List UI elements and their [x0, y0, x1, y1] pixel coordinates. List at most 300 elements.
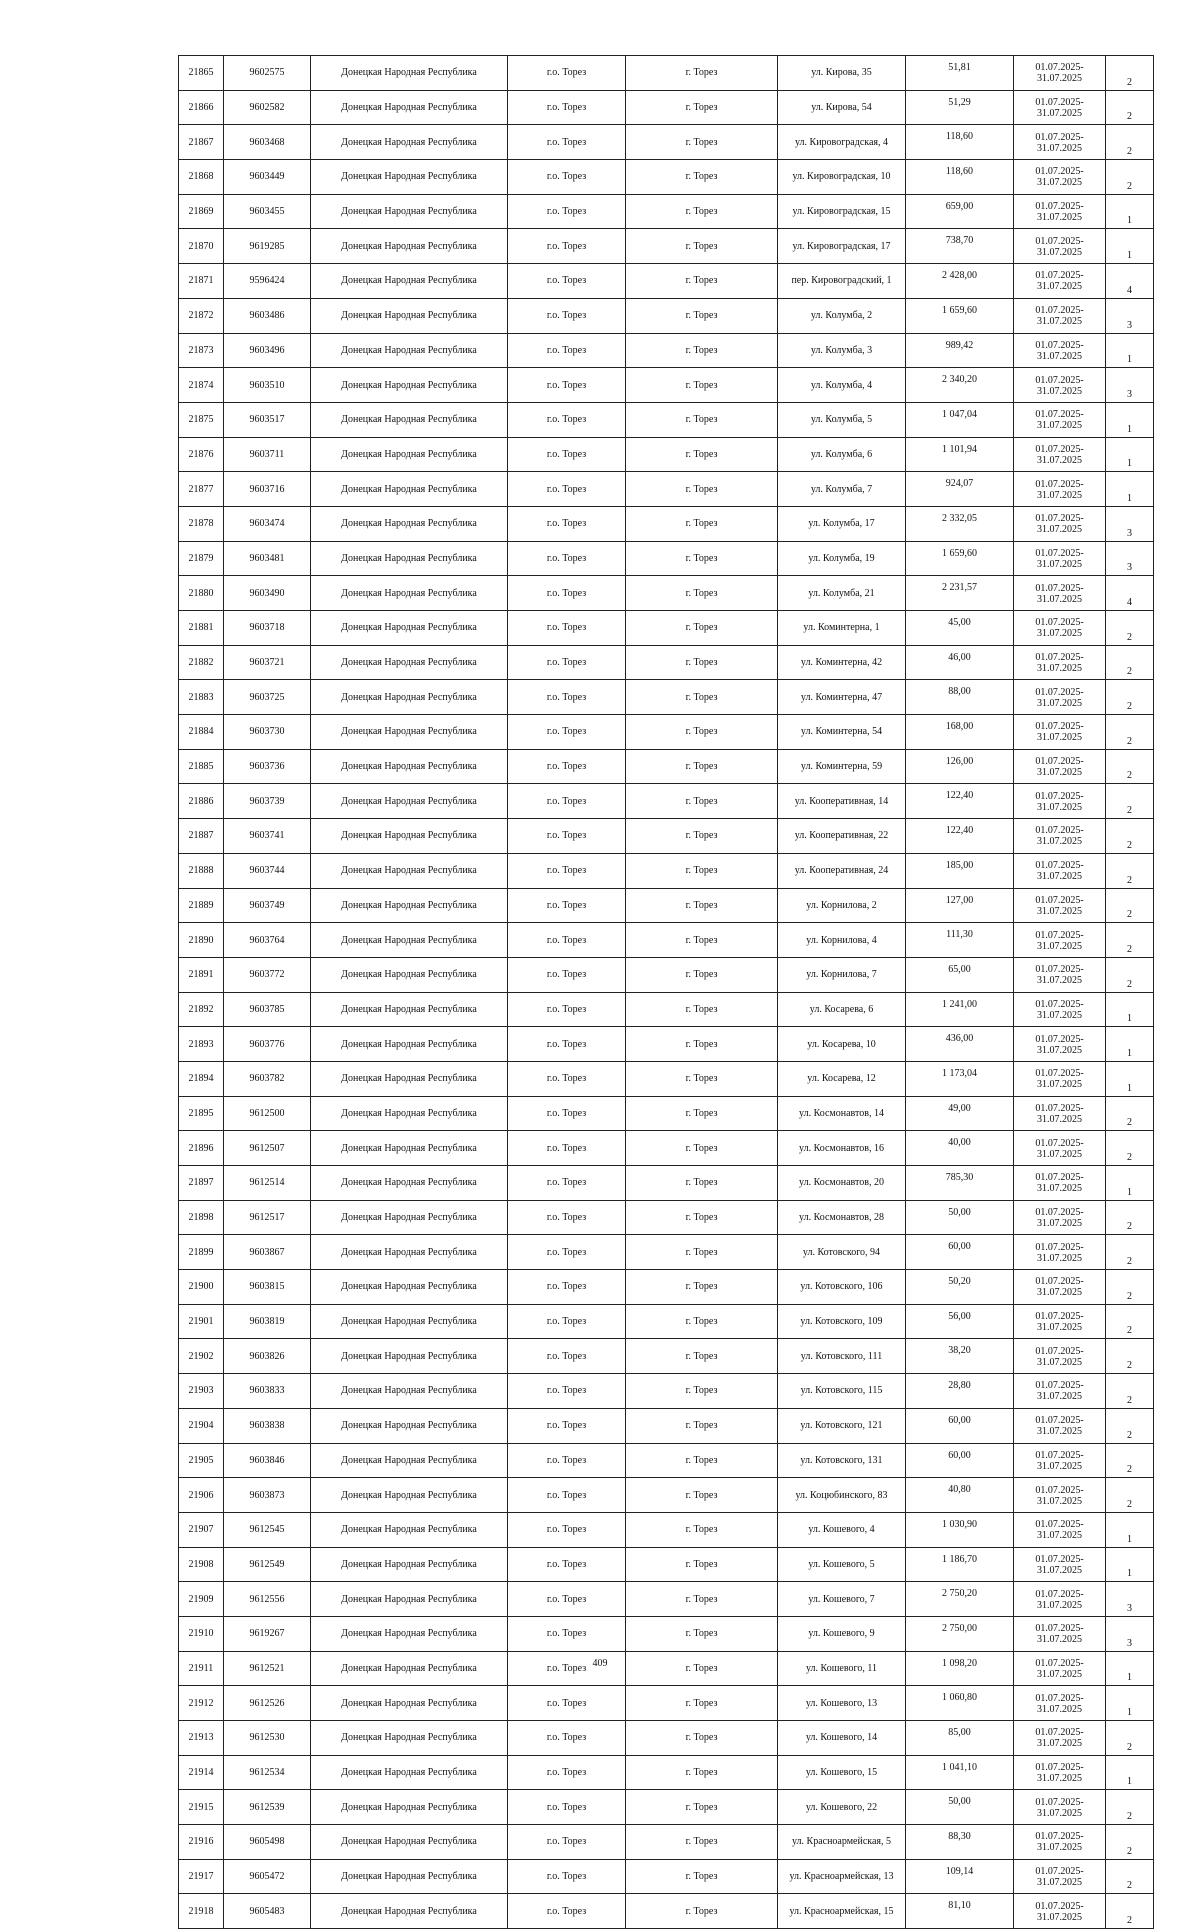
- address-cell: ул. Кошевого, 7: [778, 1582, 906, 1617]
- object-code-cell: 9612526: [224, 1686, 311, 1721]
- district-cell: г.о. Торез: [508, 749, 626, 784]
- table-row: [179, 1790, 1154, 1825]
- address-cell: ул. Колумба, 3: [778, 333, 906, 368]
- region-cell: Донецкая Народная Республика: [311, 333, 508, 368]
- object-code-cell: 9603449: [224, 160, 311, 195]
- district-cell: г.о. Торез: [508, 611, 626, 646]
- count-cell: 2: [1106, 1339, 1154, 1374]
- region-cell: Донецкая Народная Республика: [311, 472, 508, 507]
- row-number-cell: 21870: [179, 229, 224, 264]
- address-cell: ул. Кировоградская, 15: [778, 194, 906, 229]
- district-cell: г.о. Торез: [508, 1270, 626, 1305]
- table-row: [179, 611, 1154, 646]
- district-cell: г.о. Торез: [508, 1027, 626, 1062]
- district-cell: г.о. Торез: [508, 680, 626, 715]
- area-cell: 40,00: [906, 1131, 1014, 1166]
- city-cell: г. Торез: [626, 1547, 778, 1582]
- object-code-cell: 9612500: [224, 1096, 311, 1131]
- district-cell: г.о. Торез: [508, 298, 626, 333]
- row-number-cell: 21894: [179, 1061, 224, 1096]
- area-cell: 56,00: [906, 1304, 1014, 1339]
- table-row: [179, 1166, 1154, 1201]
- address-cell: ул. Красноармейская, 5: [778, 1825, 906, 1860]
- address-cell: ул. Колумба, 19: [778, 541, 906, 576]
- period-cell: 01.07.2025-31.07.2025: [1014, 402, 1106, 437]
- area-cell: 88,00: [906, 680, 1014, 715]
- row-number-cell: 21878: [179, 506, 224, 541]
- city-cell: г. Торез: [626, 1200, 778, 1235]
- row-number-cell: 21893: [179, 1027, 224, 1062]
- region-cell: Донецкая Народная Республика: [311, 160, 508, 195]
- district-cell: г.о. Торез: [508, 853, 626, 888]
- address-cell: ул. Коминтерна, 54: [778, 715, 906, 750]
- register-sheet: [178, 55, 1158, 1929]
- count-cell: 2: [1106, 1235, 1154, 1270]
- district-cell: г.о. Торез: [508, 56, 626, 91]
- address-cell: ул. Корнилова, 4: [778, 923, 906, 958]
- object-code-cell: 9603736: [224, 749, 311, 784]
- row-number-cell: 21892: [179, 992, 224, 1027]
- address-cell: ул. Коцюбинского, 83: [778, 1478, 906, 1513]
- period-cell: 01.07.2025-31.07.2025: [1014, 125, 1106, 160]
- city-cell: г. Торез: [626, 437, 778, 472]
- row-number-cell: 21867: [179, 125, 224, 160]
- count-cell: 2: [1106, 1270, 1154, 1305]
- object-code-cell: 9603455: [224, 194, 311, 229]
- region-cell: Донецкая Народная Республика: [311, 437, 508, 472]
- period-cell: 01.07.2025-31.07.2025: [1014, 1443, 1106, 1478]
- address-cell: ул. Котовского, 109: [778, 1304, 906, 1339]
- region-cell: Донецкая Народная Республика: [311, 1512, 508, 1547]
- region-cell: Донецкая Народная Республика: [311, 611, 508, 646]
- period-cell: 01.07.2025-31.07.2025: [1014, 264, 1106, 299]
- city-cell: г. Торез: [626, 1825, 778, 1860]
- city-cell: г. Торез: [626, 160, 778, 195]
- area-cell: 40,80: [906, 1478, 1014, 1513]
- address-cell: ул. Колумба, 4: [778, 368, 906, 403]
- address-cell: ул. Кошевого, 14: [778, 1721, 906, 1756]
- object-code-cell: 9605498: [224, 1825, 311, 1860]
- area-cell: 65,00: [906, 957, 1014, 992]
- address-cell: ул. Коминтерна, 59: [778, 749, 906, 784]
- row-number-cell: 21882: [179, 645, 224, 680]
- row-number-cell: 21884: [179, 715, 224, 750]
- row-number-cell: 21879: [179, 541, 224, 576]
- row-number-cell: 21871: [179, 264, 224, 299]
- period-cell: 01.07.2025-31.07.2025: [1014, 1825, 1106, 1860]
- table-row: [179, 1096, 1154, 1131]
- area-cell: 50,00: [906, 1200, 1014, 1235]
- count-cell: 1: [1106, 1686, 1154, 1721]
- city-cell: г. Торез: [626, 1721, 778, 1756]
- table-row: [179, 472, 1154, 507]
- district-cell: г.о. Торез: [508, 1651, 626, 1686]
- area-cell: 185,00: [906, 853, 1014, 888]
- region-cell: Донецкая Народная Республика: [311, 749, 508, 784]
- district-cell: г.о. Торез: [508, 888, 626, 923]
- address-cell: ул. Кошевого, 15: [778, 1755, 906, 1790]
- period-cell: 01.07.2025-31.07.2025: [1014, 715, 1106, 750]
- region-cell: Донецкая Народная Республика: [311, 1686, 508, 1721]
- period-cell: 01.07.2025-31.07.2025: [1014, 1582, 1106, 1617]
- city-cell: г. Торез: [626, 749, 778, 784]
- region-cell: Донецкая Народная Республика: [311, 1582, 508, 1617]
- region-cell: Донецкая Народная Республика: [311, 1061, 508, 1096]
- region-cell: Донецкая Народная Республика: [311, 1651, 508, 1686]
- region-cell: Донецкая Народная Республика: [311, 992, 508, 1027]
- area-cell: 738,70: [906, 229, 1014, 264]
- table-row: [179, 1894, 1154, 1929]
- row-number-cell: 21900: [179, 1270, 224, 1305]
- object-code-cell: 9603819: [224, 1304, 311, 1339]
- area-cell: 1 241,00: [906, 992, 1014, 1027]
- object-code-cell: 9603838: [224, 1408, 311, 1443]
- city-cell: г. Торез: [626, 298, 778, 333]
- period-cell: 01.07.2025-31.07.2025: [1014, 1027, 1106, 1062]
- district-cell: г.о. Торез: [508, 576, 626, 611]
- district-cell: г.о. Торез: [508, 1200, 626, 1235]
- row-number-cell: 21909: [179, 1582, 224, 1617]
- table-row: [179, 1339, 1154, 1374]
- address-cell: ул. Корнилова, 7: [778, 957, 906, 992]
- city-cell: г. Торез: [626, 1443, 778, 1478]
- count-cell: 2: [1106, 1304, 1154, 1339]
- object-code-cell: 9602582: [224, 90, 311, 125]
- area-cell: 60,00: [906, 1235, 1014, 1270]
- count-cell: 1: [1106, 1755, 1154, 1790]
- region-cell: Донецкая Народная Республика: [311, 1616, 508, 1651]
- period-cell: 01.07.2025-31.07.2025: [1014, 1096, 1106, 1131]
- period-cell: 01.07.2025-31.07.2025: [1014, 229, 1106, 264]
- period-cell: 01.07.2025-31.07.2025: [1014, 957, 1106, 992]
- count-cell: 4: [1106, 264, 1154, 299]
- region-cell: Донецкая Народная Республика: [311, 576, 508, 611]
- region-cell: Донецкая Народная Республика: [311, 819, 508, 854]
- address-cell: ул. Кошевого, 11: [778, 1651, 906, 1686]
- count-cell: 2: [1106, 1478, 1154, 1513]
- period-cell: 01.07.2025-31.07.2025: [1014, 368, 1106, 403]
- row-number-cell: 21897: [179, 1166, 224, 1201]
- table-row: [179, 1061, 1154, 1096]
- address-cell: ул. Корнилова, 2: [778, 888, 906, 923]
- district-cell: г.о. Торез: [508, 1374, 626, 1409]
- region-cell: Донецкая Народная Республика: [311, 645, 508, 680]
- region-cell: Донецкая Народная Республика: [311, 715, 508, 750]
- period-cell: 01.07.2025-31.07.2025: [1014, 1408, 1106, 1443]
- district-cell: г.о. Торез: [508, 402, 626, 437]
- area-cell: 1 098,20: [906, 1651, 1014, 1686]
- area-cell: 50,20: [906, 1270, 1014, 1305]
- region-cell: Донецкая Народная Республика: [311, 541, 508, 576]
- area-cell: 2 750,00: [906, 1616, 1014, 1651]
- city-cell: г. Торез: [626, 90, 778, 125]
- count-cell: 1: [1106, 1027, 1154, 1062]
- row-number-cell: 21868: [179, 160, 224, 195]
- count-cell: 4: [1106, 576, 1154, 611]
- address-cell: ул. Колумба, 17: [778, 506, 906, 541]
- row-number-cell: 21903: [179, 1374, 224, 1409]
- table-row: [179, 229, 1154, 264]
- city-cell: г. Торез: [626, 1894, 778, 1929]
- city-cell: г. Торез: [626, 1027, 778, 1062]
- region-cell: Донецкая Народная Республика: [311, 1166, 508, 1201]
- table-row: [179, 56, 1154, 91]
- row-number-cell: 21885: [179, 749, 224, 784]
- district-cell: г.о. Торез: [508, 1061, 626, 1096]
- area-cell: 81,10: [906, 1894, 1014, 1929]
- object-code-cell: 9603826: [224, 1339, 311, 1374]
- count-cell: 2: [1106, 1200, 1154, 1235]
- period-cell: 01.07.2025-31.07.2025: [1014, 506, 1106, 541]
- period-cell: 01.07.2025-31.07.2025: [1014, 1894, 1106, 1929]
- object-code-cell: 9603517: [224, 402, 311, 437]
- table-row: [179, 1270, 1154, 1305]
- district-cell: г.о. Торез: [508, 1547, 626, 1582]
- address-cell: ул. Колумба, 21: [778, 576, 906, 611]
- row-number-cell: 21866: [179, 90, 224, 125]
- region-cell: Донецкая Народная Республика: [311, 1547, 508, 1582]
- area-cell: 46,00: [906, 645, 1014, 680]
- row-number-cell: 21880: [179, 576, 224, 611]
- district-cell: г.о. Торез: [508, 541, 626, 576]
- region-cell: Донецкая Народная Республика: [311, 264, 508, 299]
- area-cell: 122,40: [906, 819, 1014, 854]
- district-cell: г.о. Торез: [508, 1235, 626, 1270]
- period-cell: 01.07.2025-31.07.2025: [1014, 1166, 1106, 1201]
- object-code-cell: 9603725: [224, 680, 311, 715]
- object-code-cell: 9596424: [224, 264, 311, 299]
- count-cell: 1: [1106, 1547, 1154, 1582]
- row-number-cell: 21910: [179, 1616, 224, 1651]
- district-cell: г.о. Торез: [508, 160, 626, 195]
- object-code-cell: 9603782: [224, 1061, 311, 1096]
- table-row: [179, 333, 1154, 368]
- region-cell: Донецкая Народная Республика: [311, 1408, 508, 1443]
- city-cell: г. Торез: [626, 576, 778, 611]
- object-code-cell: 9603744: [224, 853, 311, 888]
- district-cell: г.о. Торез: [508, 1790, 626, 1825]
- table-row: [179, 1200, 1154, 1235]
- table-row: [179, 1686, 1154, 1721]
- table-row: [179, 298, 1154, 333]
- address-cell: ул. Кирова, 54: [778, 90, 906, 125]
- count-cell: 3: [1106, 368, 1154, 403]
- row-number-cell: 21908: [179, 1547, 224, 1582]
- table-row: [179, 368, 1154, 403]
- object-code-cell: 9603776: [224, 1027, 311, 1062]
- row-number-cell: 21872: [179, 298, 224, 333]
- region-cell: Донецкая Народная Республика: [311, 402, 508, 437]
- object-code-cell: 9603741: [224, 819, 311, 854]
- area-cell: 989,42: [906, 333, 1014, 368]
- region-cell: Донецкая Народная Республика: [311, 1755, 508, 1790]
- city-cell: г. Торез: [626, 1304, 778, 1339]
- table-row: [179, 1512, 1154, 1547]
- count-cell: 1: [1106, 1651, 1154, 1686]
- period-cell: 01.07.2025-31.07.2025: [1014, 853, 1106, 888]
- area-cell: 38,20: [906, 1339, 1014, 1374]
- district-cell: г.о. Торез: [508, 1339, 626, 1374]
- object-code-cell: 9603486: [224, 298, 311, 333]
- table-row: [179, 506, 1154, 541]
- district-cell: г.о. Торез: [508, 957, 626, 992]
- table-row: [179, 1859, 1154, 1894]
- region-cell: Донецкая Народная Республика: [311, 506, 508, 541]
- row-number-cell: 21889: [179, 888, 224, 923]
- area-cell: 1 659,60: [906, 541, 1014, 576]
- area-cell: 1 173,04: [906, 1061, 1014, 1096]
- address-cell: ул. Космонавтов, 14: [778, 1096, 906, 1131]
- address-cell: ул. Кошевого, 5: [778, 1547, 906, 1582]
- period-cell: 01.07.2025-31.07.2025: [1014, 1686, 1106, 1721]
- region-cell: Донецкая Народная Республика: [311, 1374, 508, 1409]
- address-cell: ул. Кирова, 35: [778, 56, 906, 91]
- region-cell: Донецкая Народная Республика: [311, 784, 508, 819]
- table-row: [179, 888, 1154, 923]
- object-code-cell: 9612556: [224, 1582, 311, 1617]
- row-number-cell: 21906: [179, 1478, 224, 1513]
- region-cell: Донецкая Народная Республика: [311, 368, 508, 403]
- table-row: [179, 1374, 1154, 1409]
- city-cell: г. Торез: [626, 1166, 778, 1201]
- row-number-cell: 21914: [179, 1755, 224, 1790]
- area-cell: 2 428,00: [906, 264, 1014, 299]
- table-row: [179, 1027, 1154, 1062]
- region-cell: Донецкая Народная Республика: [311, 90, 508, 125]
- period-cell: 01.07.2025-31.07.2025: [1014, 90, 1106, 125]
- district-cell: г.о. Торез: [508, 472, 626, 507]
- city-cell: г. Торез: [626, 645, 778, 680]
- table-row: [179, 1131, 1154, 1166]
- address-cell: ул. Красноармейская, 15: [778, 1894, 906, 1929]
- city-cell: г. Торез: [626, 1061, 778, 1096]
- region-cell: Донецкая Народная Республика: [311, 1270, 508, 1305]
- address-cell: ул. Колумба, 6: [778, 437, 906, 472]
- table-row: [179, 957, 1154, 992]
- city-cell: г. Торез: [626, 1270, 778, 1305]
- table-row: [179, 1755, 1154, 1790]
- city-cell: г. Торез: [626, 1755, 778, 1790]
- area-cell: 109,14: [906, 1859, 1014, 1894]
- district-cell: г.о. Торез: [508, 125, 626, 160]
- city-cell: г. Торез: [626, 784, 778, 819]
- table-row: [179, 715, 1154, 750]
- district-cell: г.о. Торез: [508, 90, 626, 125]
- object-code-cell: 9603716: [224, 472, 311, 507]
- region-cell: Донецкая Народная Республика: [311, 1859, 508, 1894]
- area-cell: 2 340,20: [906, 368, 1014, 403]
- table-row: [179, 402, 1154, 437]
- row-number-cell: 21881: [179, 611, 224, 646]
- region-cell: Донецкая Народная Республика: [311, 680, 508, 715]
- period-cell: 01.07.2025-31.07.2025: [1014, 1339, 1106, 1374]
- period-cell: 01.07.2025-31.07.2025: [1014, 1061, 1106, 1096]
- area-cell: 85,00: [906, 1721, 1014, 1756]
- object-code-cell: 9612517: [224, 1200, 311, 1235]
- district-cell: г.о. Торез: [508, 923, 626, 958]
- period-cell: 01.07.2025-31.07.2025: [1014, 1304, 1106, 1339]
- district-cell: г.о. Торез: [508, 1825, 626, 1860]
- area-cell: 127,00: [906, 888, 1014, 923]
- object-code-cell: 9612507: [224, 1131, 311, 1166]
- table-row: [179, 645, 1154, 680]
- count-cell: 2: [1106, 784, 1154, 819]
- object-code-cell: 9619267: [224, 1616, 311, 1651]
- address-cell: ул. Колумба, 2: [778, 298, 906, 333]
- count-cell: 2: [1106, 1374, 1154, 1409]
- register-rows: [179, 56, 1154, 1929]
- district-cell: г.о. Торез: [508, 784, 626, 819]
- city-cell: г. Торез: [626, 333, 778, 368]
- region-cell: Донецкая Народная Республика: [311, 194, 508, 229]
- count-cell: 2: [1106, 56, 1154, 91]
- region-cell: Донецкая Народная Республика: [311, 1131, 508, 1166]
- area-cell: 45,00: [906, 611, 1014, 646]
- address-cell: ул. Космонавтов, 28: [778, 1200, 906, 1235]
- city-cell: г. Торез: [626, 1582, 778, 1617]
- city-cell: г. Торез: [626, 1235, 778, 1270]
- table-row: [179, 437, 1154, 472]
- area-cell: 111,30: [906, 923, 1014, 958]
- count-cell: 3: [1106, 298, 1154, 333]
- address-cell: ул. Кошевого, 22: [778, 1790, 906, 1825]
- table-row: [179, 1408, 1154, 1443]
- count-cell: 1: [1106, 1166, 1154, 1201]
- period-cell: 01.07.2025-31.07.2025: [1014, 1651, 1106, 1686]
- count-cell: 2: [1106, 160, 1154, 195]
- table-row: [179, 784, 1154, 819]
- region-cell: Донецкая Народная Республика: [311, 1790, 508, 1825]
- city-cell: г. Торез: [626, 506, 778, 541]
- city-cell: г. Торез: [626, 923, 778, 958]
- table-row: [179, 749, 1154, 784]
- district-cell: г.о. Торез: [508, 333, 626, 368]
- region-cell: Донецкая Народная Республика: [311, 923, 508, 958]
- count-cell: 2: [1106, 90, 1154, 125]
- count-cell: 1: [1106, 472, 1154, 507]
- object-code-cell: 9612539: [224, 1790, 311, 1825]
- region-cell: Донецкая Народная Республика: [311, 1339, 508, 1374]
- period-cell: 01.07.2025-31.07.2025: [1014, 888, 1106, 923]
- district-cell: г.о. Торез: [508, 437, 626, 472]
- district-cell: г.о. Торез: [508, 715, 626, 750]
- district-cell: г.о. Торез: [508, 1582, 626, 1617]
- object-code-cell: 9603730: [224, 715, 311, 750]
- table-row: [179, 1721, 1154, 1756]
- count-cell: 3: [1106, 506, 1154, 541]
- table-row: [179, 1616, 1154, 1651]
- count-cell: 1: [1106, 194, 1154, 229]
- address-cell: ул. Космонавтов, 20: [778, 1166, 906, 1201]
- area-cell: 1 030,90: [906, 1512, 1014, 1547]
- city-cell: г. Торез: [626, 368, 778, 403]
- district-cell: г.о. Торез: [508, 264, 626, 299]
- count-cell: 2: [1106, 125, 1154, 160]
- address-cell: пер. Кировоградский, 1: [778, 264, 906, 299]
- region-cell: Донецкая Народная Республика: [311, 1443, 508, 1478]
- object-code-cell: 9603833: [224, 1374, 311, 1409]
- address-cell: ул. Колумба, 5: [778, 402, 906, 437]
- area-cell: 51,81: [906, 56, 1014, 91]
- row-number-cell: 21896: [179, 1131, 224, 1166]
- period-cell: 01.07.2025-31.07.2025: [1014, 1547, 1106, 1582]
- row-number-cell: 21886: [179, 784, 224, 819]
- period-cell: 01.07.2025-31.07.2025: [1014, 784, 1106, 819]
- area-cell: 2 750,20: [906, 1582, 1014, 1617]
- area-cell: 49,00: [906, 1096, 1014, 1131]
- object-code-cell: 9612534: [224, 1755, 311, 1790]
- city-cell: г. Торез: [626, 1686, 778, 1721]
